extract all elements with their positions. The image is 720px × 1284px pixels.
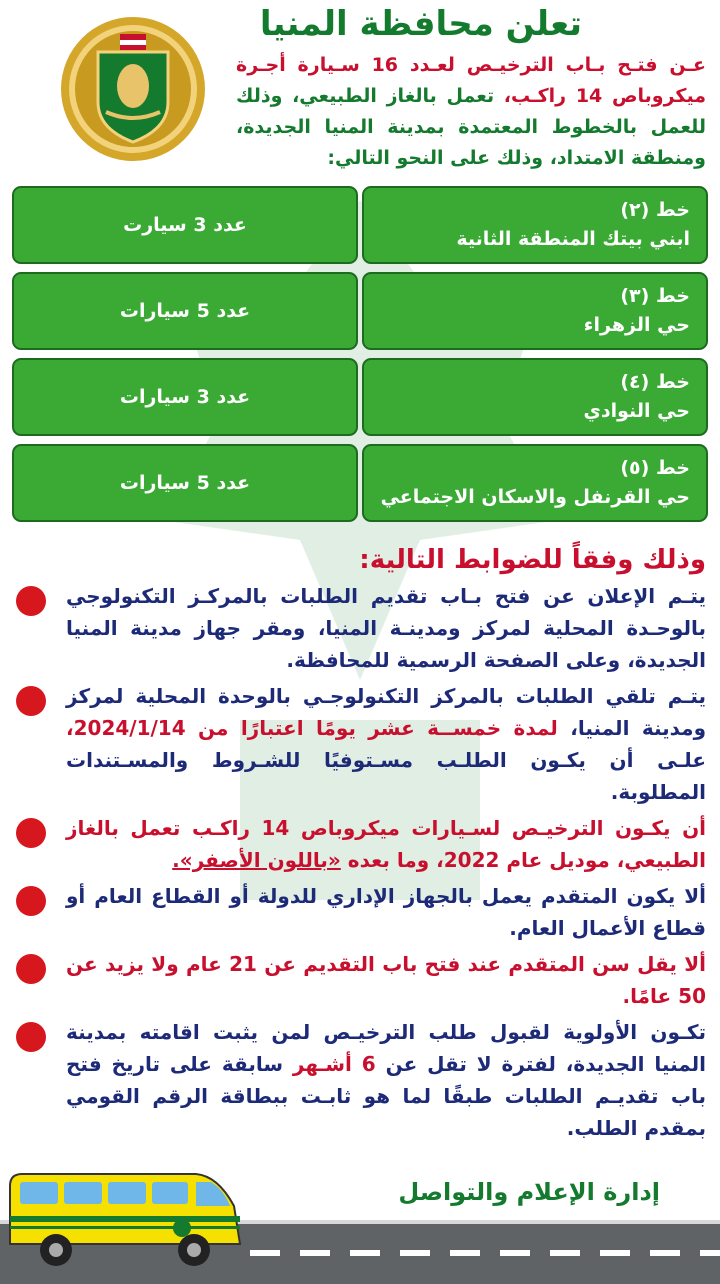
road-dash: [500, 1250, 530, 1256]
condition-highlight: لمدة خمســة عشر يومًا اعتبارًا من 2024/1/14،: [66, 716, 558, 740]
line-info: [362, 358, 708, 436]
road-dash: [550, 1250, 580, 1256]
condition-text: تكـون الأولوية لقبول طلب الترخيـص لمن يثبت اقامته بمدينة المنيا الجديدة، لفترة لا تقل عن: [66, 1020, 707, 1076]
condition-item: [16, 812, 706, 876]
road-dash: [600, 1250, 630, 1256]
bullet-icon: [16, 686, 46, 716]
line-count-box: [12, 444, 358, 522]
road-dash: [650, 1250, 680, 1256]
road-dash: [450, 1250, 480, 1256]
condition-item: [16, 948, 706, 1012]
condition-text: علـى أن يكـون الطلـب مسـتوفيًا للشـروط والمسـتندات المطلوبة.: [66, 748, 706, 804]
line-count: عدد 3 سيارات: [119, 386, 251, 408]
intro-text: [236, 50, 706, 174]
lines-table: [12, 186, 708, 530]
department-signature: إدارة الإعلام والتواصل: [398, 1178, 660, 1206]
line-info: [362, 444, 708, 522]
line-area: ابني بيتك المنطقة الثانية: [456, 228, 690, 250]
governorate-seal-icon: [58, 14, 208, 164]
line-area: حي القرنفل والاسكان الاجتماعي: [380, 486, 690, 508]
line-row: [12, 186, 708, 266]
line-row: [12, 358, 708, 438]
bullet-icon: [16, 1022, 46, 1052]
condition-text: يتـم الإعلان عن فتح بـاب تقديم الطلبات بالمركـز التكنولوجي بالوحـدة المحلية لمركز ومدينـة المنيا، ومقر جهاز مدينة المنيا الجديدة، وعلى الصفحة الرسمية للمحافظة.: [66, 584, 706, 672]
condition-highlight: «باللون الأصفر».: [172, 848, 341, 872]
line-count: عدد 3 سيارت: [123, 214, 247, 236]
intro-rest: تعمل بالغاز الطبيعي، وذلك للعمل بالخطوط المعتمدة بمدينة المنيا الجديدة، ومنطقة الامتداد، وذلك على النحو التالي:: [236, 85, 706, 169]
line-area: حي النوادي: [583, 400, 690, 422]
bullet-icon: [16, 818, 46, 848]
conditions-title: وذلك وفقاً للضوابط التالية:: [359, 545, 706, 575]
line-count: عدد 5 سيارات: [119, 472, 251, 494]
condition-item: [16, 680, 706, 808]
line-count-box: [12, 358, 358, 436]
condition-item: [16, 580, 706, 676]
condition-item: [16, 880, 706, 944]
intro-highlight: عـن فتـح بـاب الترخيـص لعـدد 16 سـيارة أجـرة ميكروباص 14 راكـب،: [236, 54, 706, 107]
line-number: خط (٣): [620, 285, 690, 307]
road-dash: [250, 1250, 280, 1256]
line-number: خط (٥): [620, 457, 690, 479]
page-title: تعلن محافظة المنيا: [259, 4, 583, 44]
condition-text: ألا يكون المتقدم يعمل بالجهاز الإداري للدولة أو القطاع العام أو قطاع الأعمال العام.: [66, 884, 706, 940]
bullet-icon: [16, 586, 46, 616]
conditions-list: [16, 580, 706, 1148]
road-dash: [700, 1250, 720, 1256]
line-row: [12, 272, 708, 352]
condition-item: [16, 1016, 706, 1144]
microbus-icon: [6, 1166, 246, 1270]
line-row: [12, 444, 708, 524]
condition-highlight: 6 أشـهر: [292, 1052, 376, 1076]
line-number: خط (٢): [620, 199, 690, 221]
line-count-box: [12, 186, 358, 264]
condition-text: أن يكـون الترخيـص لسـيارات ميكروباص 14 راكـب تعمل بالغاز الطبيعي، موديل عام 2022، وما بعده: [66, 816, 707, 872]
line-number: خط (٤): [620, 371, 690, 393]
line-count: عدد 5 سيارات: [119, 300, 251, 322]
road-dash: [300, 1250, 330, 1256]
bullet-icon: [16, 954, 46, 984]
condition-text: يتـم تلقي الطلبات بالمركز التكنولوجـي بالوحدة المحلية لمركز ومدينة المنيا،: [66, 684, 706, 740]
road-dash: [400, 1250, 430, 1256]
line-info: [362, 272, 708, 350]
bullet-icon: [16, 886, 46, 916]
line-count-box: [12, 272, 358, 350]
line-area: حي الزهراء: [583, 314, 690, 336]
condition-text: ألا يقل سن المتقدم عند فتح باب التقديم عن 21 عام ولا يزيد عن 50 عامًا.: [66, 952, 706, 1008]
condition-text: سابقة على تاريخ فتح باب تقديـم الطلبات طبقًا لما هو ثابـت ببطاقة الرقم القومي بمقدم الطلب.: [66, 1052, 706, 1140]
line-info: [362, 186, 708, 264]
road-dash: [350, 1250, 380, 1256]
